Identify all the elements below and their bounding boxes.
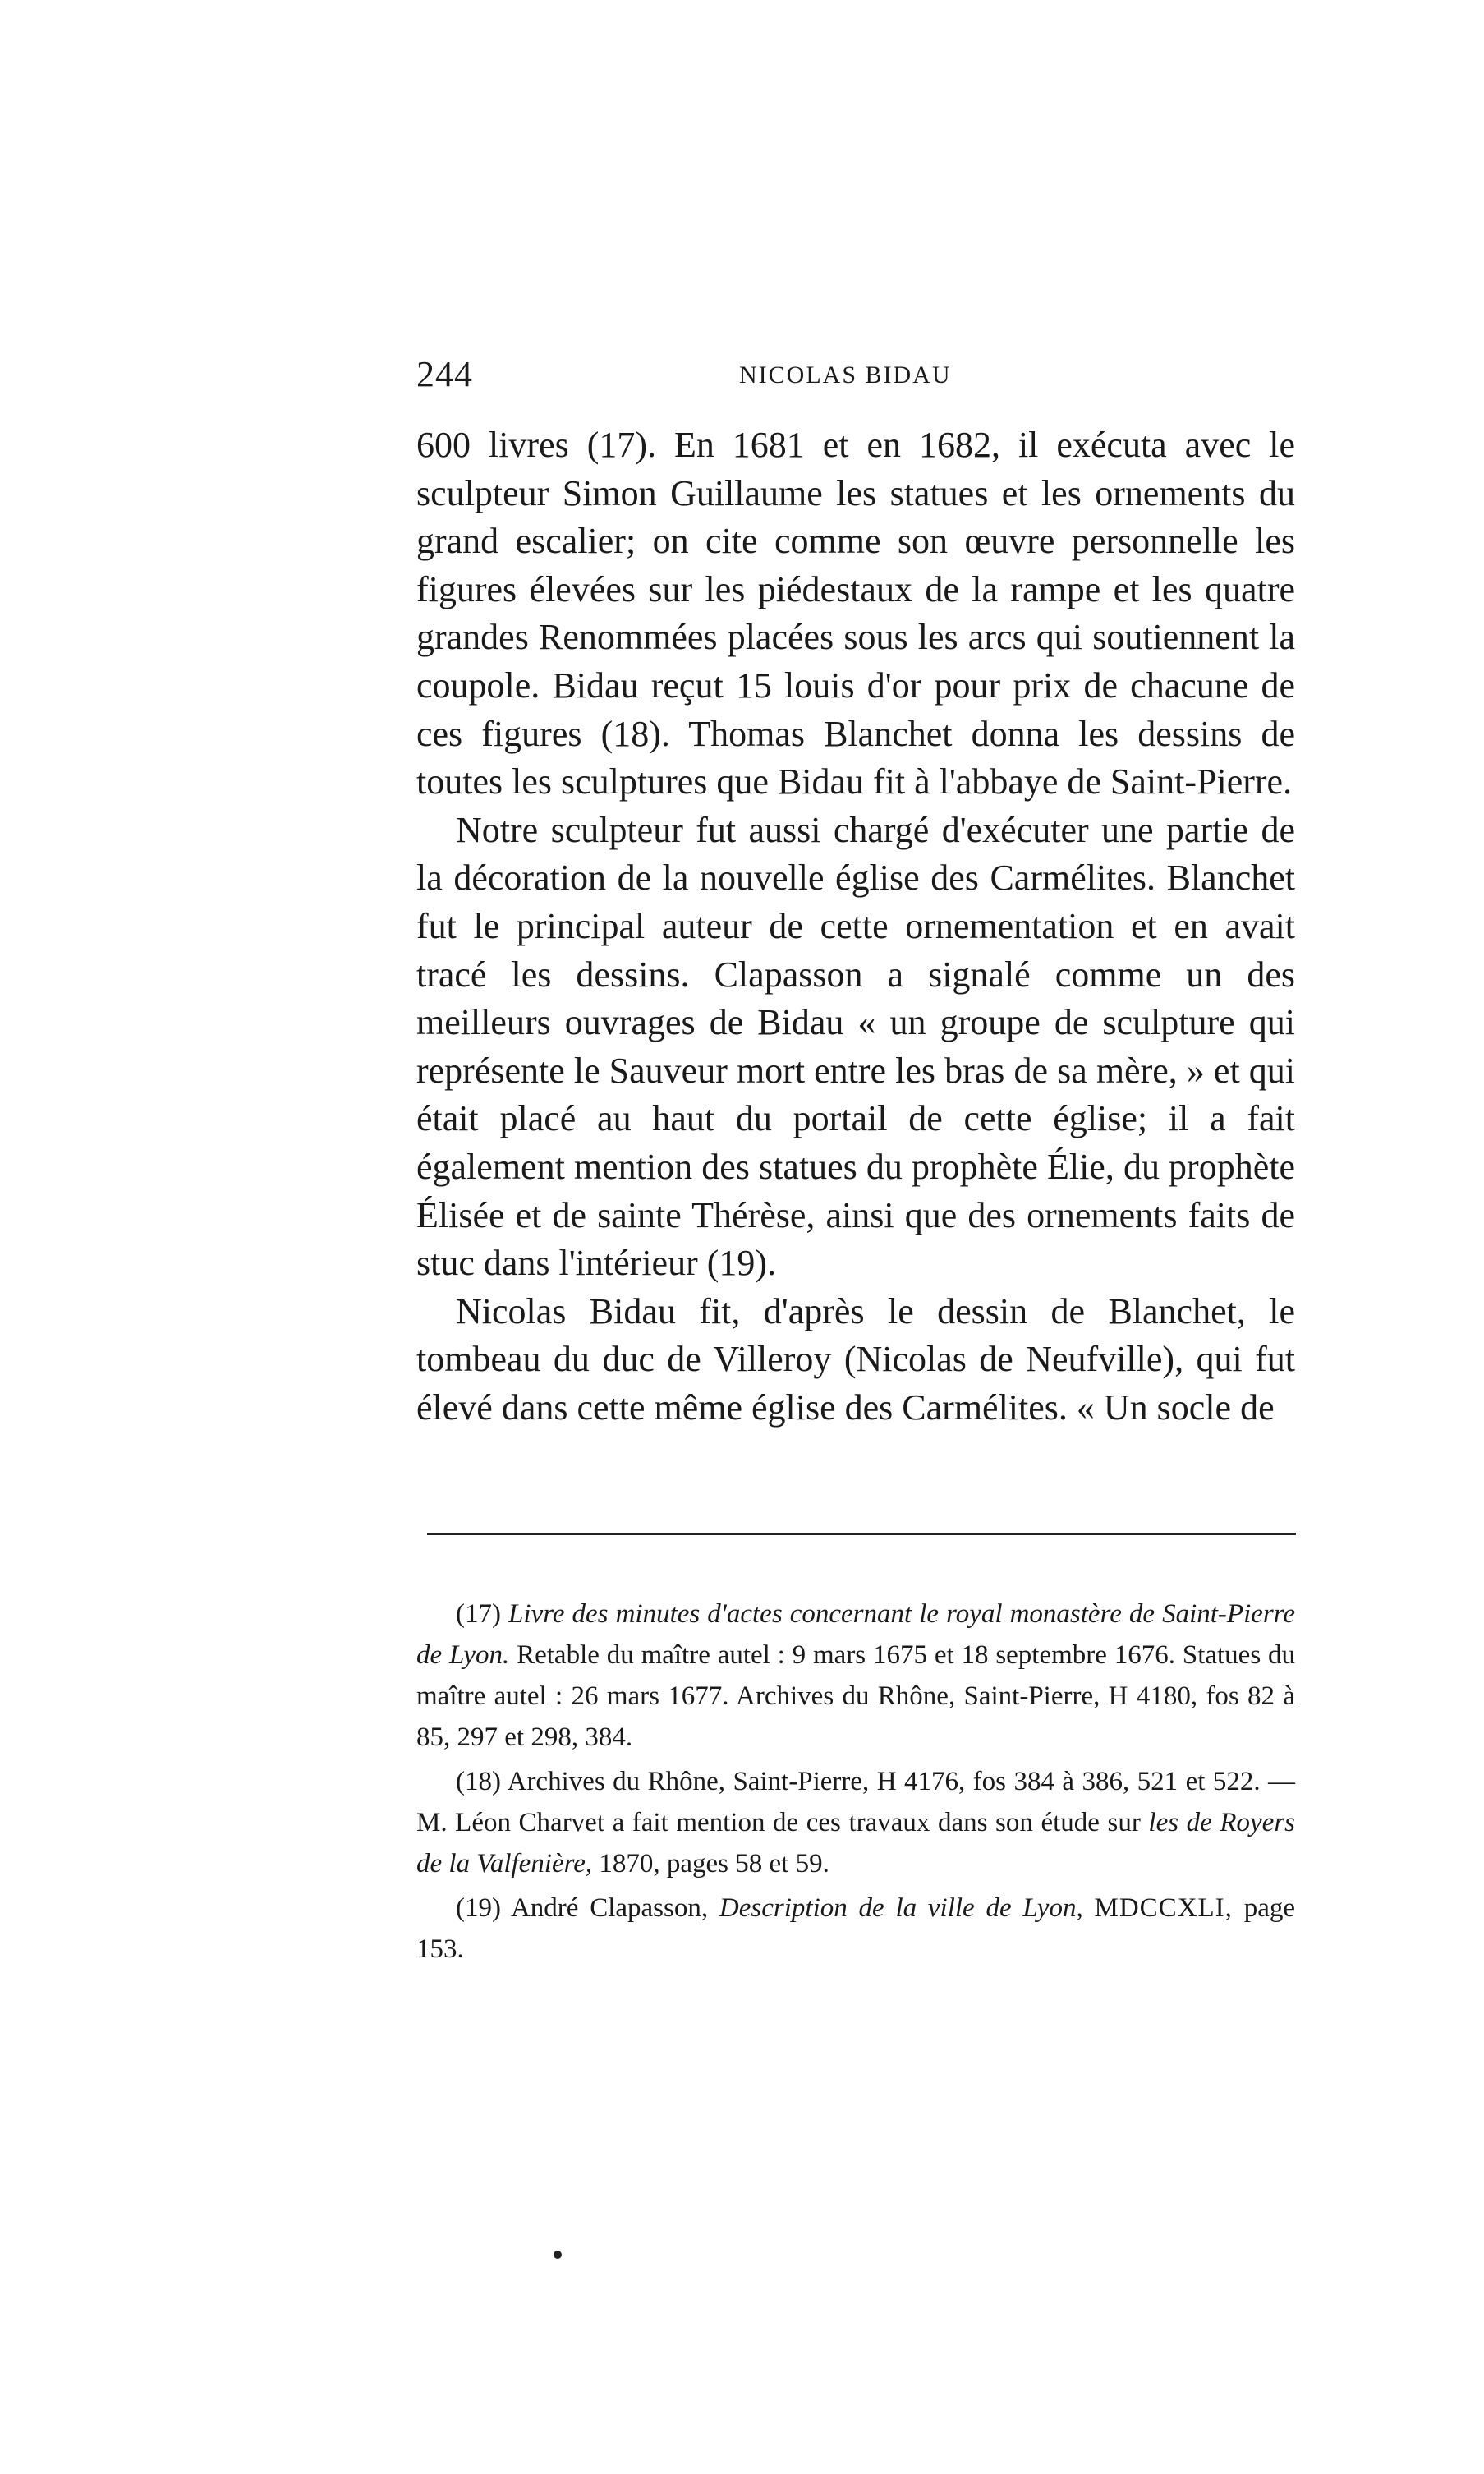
footnote-text: page 153. bbox=[416, 1893, 1296, 1964]
footnote-text: Archives du Rhône, Saint-Pierre, H 4176, fos 384 à 386, 521 et 522. — M. Léon Charvet a fait mention de ces travaux dans son étude sur bbox=[416, 1767, 1296, 1837]
footnote-title: les de Royers de la Valfenière, bbox=[416, 1808, 1296, 1878]
footnote-number: (18) bbox=[456, 1767, 501, 1796]
footnote-title: Livre des minutes d'actes concernant le royal monastère de Saint-Pierre de Lyon. bbox=[416, 1599, 1296, 1670]
footnote-text: André Clapasson, bbox=[510, 1893, 709, 1923]
footnote-title: Description de la ville de Lyon, bbox=[719, 1893, 1083, 1923]
footnote-text: Retable du maître autel : 9 mars 1675 et 18 septembre 1676. Statues du maître autel : 26 mars 1677. Archives du Rhône, Saint-Pierre, H 4180, fos 82 à 85, 297 et 298, 384. bbox=[416, 1640, 1296, 1752]
ink-dot bbox=[554, 2251, 562, 2259]
running-head: NICOLAS BIDAU bbox=[739, 361, 952, 389]
footnote-number: (17) bbox=[456, 1599, 501, 1629]
footnote-17 bbox=[416, 1593, 1295, 1758]
paragraph: Nicolas Bidau fit, d'après le dessin de Blanchet, le tombeau du duc de Villeroy (Nicolas de Neufville), qui fut élevé dans cette même église des Carmélites. « Un socle de bbox=[416, 1290, 1295, 1428]
paragraph: 600 livres (17). En 1681 et en 1682, il exécuta avec le sculpteur Simon Guillaume les statues et les ornements du grand escalier; on cite comme son œuvre personnelle les figures élevées sur les piédestaux de la rampe et les quatre grandes Renommées placées sous les arcs qui soutiennent la coupole. Bidau reçut 15 louis d'or pour prix de chacune de ces figures (18). Thomas Blanchet donna les dessins de toutes les sculptures que Bidau fit à l'abbaye de Saint-Pierre. bbox=[416, 425, 1295, 802]
page-number: 244 bbox=[416, 354, 473, 394]
footnote-number: (19) bbox=[456, 1893, 501, 1923]
footnote-text: 1870, pages 58 et 59. bbox=[599, 1849, 829, 1878]
body-text bbox=[416, 421, 1295, 1432]
footnote-18 bbox=[416, 1761, 1295, 1884]
footnote-separator-rule bbox=[427, 1533, 1296, 1535]
footnote-date: MDCCXLI, bbox=[1094, 1893, 1233, 1923]
footnote-19 bbox=[416, 1888, 1295, 1970]
paragraph: Notre sculpteur fut aussi chargé d'exécuter une partie de la décoration de la nouvelle église des Carmélites. Blanchet fut le principal auteur de cette ornementation et en avait tracé les dessins. Clapasson a signalé comme un des meilleurs ouvrages de Bidau « un groupe de sculpture qui représente le Sauveur mort entre les bras de sa mère, » et qui était placé au haut du portail de cette église; il a fait également mention des statues du prophète Élie, du prophète Élisée et de sainte Thérèse, ainsi que des ornements faits de stuc dans l'intérieur (19). bbox=[416, 809, 1295, 1284]
footnotes bbox=[416, 1593, 1295, 1970]
